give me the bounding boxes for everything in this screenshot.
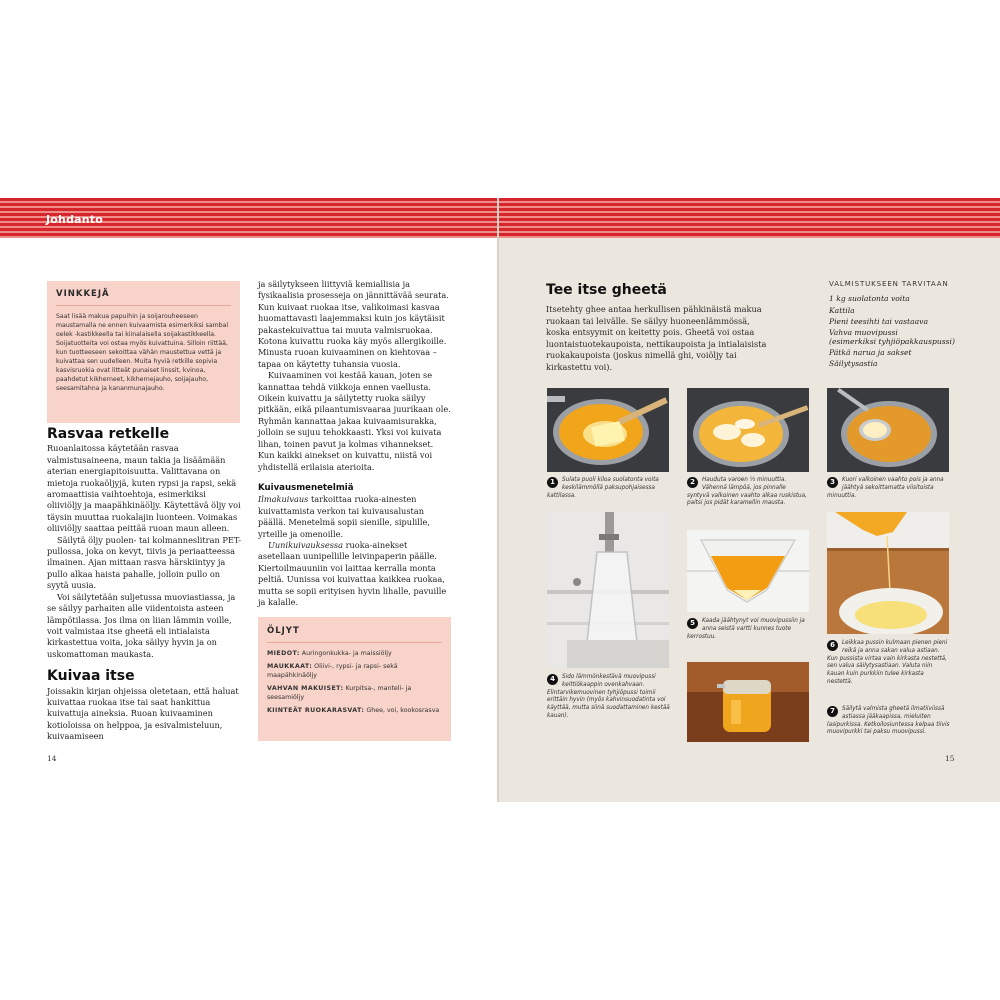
step-caption: [547, 674, 671, 721]
step-text: Kuori valkoinen vaahto pois ja anna jäähtyä sekoittamatta viisitoista minuuttia.: [827, 477, 944, 499]
step-6-photo: [827, 512, 949, 634]
step-number: 7: [827, 706, 838, 717]
book-spread: [0, 198, 1000, 802]
oils-item-text: Ghee, voi, kookosrasva: [364, 707, 440, 714]
oils-item-label: VAHVAN MAKUISET:: [267, 685, 344, 692]
ingredient-item: Vahva muovipussi: [829, 327, 898, 337]
oils-item-label: MAUKKAAT:: [267, 663, 313, 670]
right-column: [258, 279, 451, 608]
step-5-photo: [687, 530, 809, 612]
oils-item-text: Oliivi-, rypsi- ja rapsi- sekä maapähkinäöljy: [267, 663, 398, 679]
ingredient-item: Pätkä narua ja sakset: [829, 347, 912, 357]
recipe-intro: Itsetehty ghee antaa herkullisen pähkinäistä makua ruokaan tai leivälle. Se säilyy huoneenlämmössä, koska entsyymit on keitetty pois. Gheetä voi ostaa luontaistuotekaupoista, nettikaupoista ja intialaisista ruokakaupoista (joskus nimellä ghi, voiöljy tai kirkastettu voi).: [546, 304, 767, 372]
fat-paragraph-2: Säilytä öljy puolen- tai kolmanneslitran PET-pullossa, joka on kevyt, tiivis ja periaatteessa ilmainen. Ajan mittaan rasva härskiintyy ja pullo alkaa haista pahalle, jolloin pullo on syytä uusia.: [47, 534, 241, 591]
step-text: Leikkaa pussin kulmaan pienen pieni reikä ja anna sakan valua astiaan. Kun pussista virtaa vain kirkasta nestettä, sen valua säilytysastiaan. Valuta niin kauan kuin purkkiin tulee kirkasta nestettä.: [827, 640, 948, 685]
step-caption: [827, 706, 951, 737]
tips-text: Saat lisää makua papuihin ja soijarouheeseen maustamalla ne ennen kuivaamista esimerkiksi sambal oelek -kastikkeella tai kiinalaisella soijakastikkeella. Soijatuotteita voi ostaa myös kuivattuina. Silloin riittää, kun tuotteeseen sekoittaa vähän maustettua vettä ja kuivattaa sen uudelleen. Muita hyviä retkille sopivia kasvisruokia ovat litteät punaiset linssit, kvinoa, paahdetut kikherneet, kikhernejauho, soijajauho, seesamitahna ja kananmunajauho.: [56, 313, 229, 392]
right-page: [499, 198, 1000, 802]
tips-box: [47, 281, 240, 423]
step-3-photo: [827, 388, 949, 472]
methods-subheading: Kuivausmenetelmiä: [258, 482, 354, 493]
ingredient-item: Säilytysastia: [829, 359, 878, 369]
air-drying-text: tarkoittaa ruoka-ainesten kuivattamista verkon tai kuivausalustan päällä. Menetelmä sopii sienille, sipulille, yrteille ja omenoille.: [258, 494, 430, 539]
step-7-photo: [687, 662, 809, 742]
dry-paragraph-1: Joissakin kirjan ohjeissa oletetaan, että haluat kuivattaa ruokaa itse tai saat hankittua kuivattuja aineksia. Ruoan kuivaaminen kotioloissa on helppoa, ja esivalmisteluun, kuivaamiseen: [47, 685, 239, 742]
ingredient-item: Pieni teesihti tai vastaava: [829, 317, 928, 327]
step-caption: [827, 477, 949, 500]
oven-drying-paragraph: [258, 540, 451, 608]
step-number: 3: [827, 477, 838, 488]
tips-title: VINKKEJÄ: [56, 289, 110, 299]
left-column: [47, 426, 242, 743]
oils-item: [267, 649, 442, 658]
page-number-left: 14: [47, 754, 57, 763]
oven-drying-term: Uunikuivauksessa: [268, 539, 343, 550]
oven-drying-text: ruoka-ainekset asetellaan uunipellille leivinpaperin päälle. Kiertoilmauuniin voi laittaa kerralla monta peltiä. Uunissa voi kuivattaa kaikkea ruokaa, mutta se sopii erityisen hyvin lihalle, pavuille ja kalalle.: [258, 539, 447, 607]
step-number: 4: [547, 674, 558, 685]
step-2-photo: [687, 388, 809, 472]
oils-box: [258, 617, 451, 741]
fat-paragraph-3: Voi säilytetään suljetussa muoviastiassa, ja se säilyy parhaiten alle viidentoista asteen lämpötilassa. Jos ilma on liian lämmin voille, voit valmistaa itse gheetä eli intialaista kirkastettua voita, joka säilyy hyvin ja on uskomattoman maukasta.: [47, 591, 236, 659]
oils-title: ÖLJYT: [267, 626, 300, 636]
step-4-photo: [547, 512, 669, 668]
step-caption: [687, 477, 809, 508]
step-number: 2: [687, 477, 698, 488]
ingredients-list: [829, 280, 969, 370]
oils-item-text: Auringonkukka- ja maissiöljy: [299, 650, 392, 657]
ingredients-header: VALMISTUKSEEN TARVITAAN: [829, 280, 949, 288]
step-number: 5: [687, 618, 698, 629]
ingredient-item: Kattila: [829, 305, 855, 315]
step-caption: [827, 640, 951, 687]
oils-item: [267, 662, 442, 680]
oils-item: [267, 684, 442, 702]
step-text: Hauduta varoen ⅓ minuuttia. Vähennä lämpöä, jos pinnalle syntyvä valkoinen vaahto alkaa ruskistua, paitsi jos pidät karamellin mausta.: [687, 477, 807, 507]
step-caption: [547, 477, 669, 500]
ingredient-item: (esimerkiksi tyhjiöpakkauspussi): [829, 336, 955, 346]
step-caption: [687, 618, 809, 641]
section-title: Johdanto: [46, 213, 104, 226]
dry-heading: Kuivaa itse: [47, 668, 135, 685]
header-stripes: [0, 198, 497, 238]
recipe-title: Tee itse gheetä: [546, 282, 667, 298]
oils-item-label: KIINTEÄT RUOKARASVAT:: [267, 707, 365, 714]
step-1-photo: [547, 388, 669, 472]
header-stripes: [499, 198, 1000, 238]
left-page: [0, 198, 497, 802]
air-drying-paragraph: [258, 494, 451, 540]
step-text: Sido lämmönkestävä muovipussi keittiökaappin ovenkahvaan. Elintarvikemuovinen tyhjiöpussi toimii erittäin hyvin (myös kahvinsuodatinta voi käyttää, mutta siinä suodattaminen kestää kauan).: [547, 674, 670, 719]
step-text: Säilytä valmista gheetä ilmatiiviissä astiassa jääkaapissa, mieluiten lasipurkissa. Ketkoilosiuntessa kelpaa tiivis muovipurkki tai paksu muovipussi.: [827, 706, 950, 736]
col2-paragraph-1: ja säilytykseen liittyviä kemiallisia ja fysikaalisia prosesseja on jännittävää seurata. Kun kuivaat ruokaa itse, valikoimasi kasvaa huomattavasti laajemmaksi kuin jos käytäisit pakastekuivattua tai muuta valmisruokaa. Kotona kuivattu ruoka käy myös allergikoille. Minusta ruoan kuivaaminen on kiehtovaa – tapaa on käytetty tuhansia vuosia.: [258, 279, 449, 369]
step-number: 6: [827, 640, 838, 651]
fat-paragraph-1: Ruoanlaitossa käytetään rasvaa valmistusaineena, maun takia ja lisäämään aterian energiapitoisuutta. Valittavana on mietoja ruokaöljyjä, kuten rypsi ja rapsi, sekä aromaattisia vaihtoehtoja, esimerkiksi oliiviöljy ja maapähkinäöljy. Käytettävä öljy voi täysin muuttaa ruokalajin luonteen. Voimakas oliiviöljy saattaa peittää ruoan maun alleen.: [47, 443, 241, 534]
col2-paragraph-2: Kuivaaminen voi kestää kauan, joten se kannattaa tehdä viikkoja ennen vaellusta. Oikein kuivattu ja säilytetty ruoka säilyy pitkään, eikä pilaantumisvaaraa juurikaan ole. Ryhmän kannattaa jakaa kuivaamisurakka, jolloin se sujuu tehokkaasti. Yksi voi kuivata lihan, toinen pavut ja kolmas vihannekset. Kun kaikki ainekset on kuivattu, niistä voi yhdistellä erilaisia aterioita.: [258, 370, 451, 472]
ingredient-item: 1 kg suolatonta voita: [829, 294, 910, 303]
page-number-right: 15: [945, 754, 955, 763]
step-text: Kaada jäähtynyt voi muovipussiin ja anna seistä vartti kunnes tuote kerrostuu.: [687, 618, 805, 640]
step-number: 1: [547, 477, 558, 488]
tips-divider: [56, 305, 231, 306]
oils-item-label: MIEDOT:: [267, 650, 300, 657]
oils-item: [267, 706, 442, 715]
oils-item-text: Kurpitsa-, manteli- ja seesamiöljy: [267, 685, 412, 701]
step-text: Sulata puoli kiloa suolatonta voita keskilämmöllä paksupohjaisessa kattilassa.: [547, 477, 659, 499]
fat-heading: Rasvaa retkelle: [47, 426, 170, 442]
air-drying-term: Ilmakuivaus: [258, 494, 309, 505]
oils-divider: [267, 642, 442, 643]
